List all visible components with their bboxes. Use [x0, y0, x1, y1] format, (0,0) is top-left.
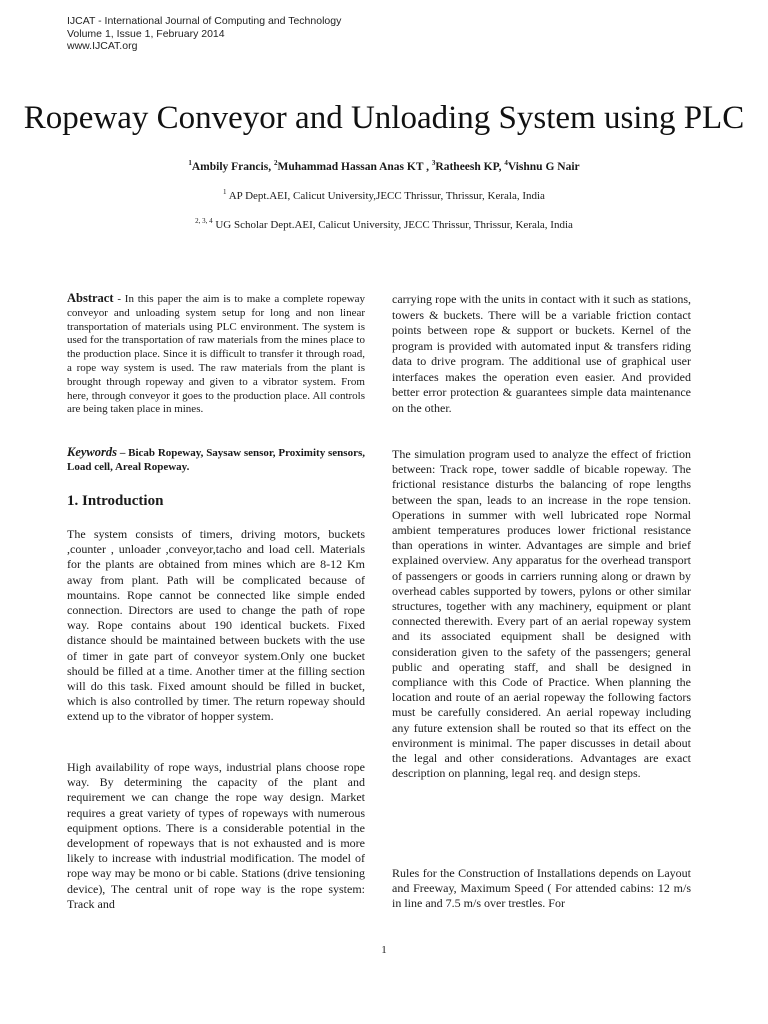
journal-header	[67, 15, 341, 53]
right-paragraph-3-text: Rules for the Construction of Installations depends on Layout and Freeway, Maximum Speed ( For attended cabins: 12 m/s in line and 7.5 m/s over trestles. For	[392, 866, 691, 911]
affiliation-1-marker: 1	[223, 188, 227, 196]
keywords-label: Keywords	[67, 445, 117, 459]
abstract	[67, 292, 365, 417]
author-2: Muhammad Hassan Anas KT ,	[277, 161, 432, 173]
intro-paragraph-1-text: The system consists of timers, driving motors, buckets ,counter , unloader ,conveyor,tacho and load cell. Materials for the plants are obtained from mines which are 8-12 Km away from plant. Path will be complicated because of mountains. Rope cannot be connected like simple ended connection. Directors are used to change the path of rope way. Rope contains about 190 identical buckets. Fixed distance should be maintained between buckets with the use of timer in gate part of conveyor system.Only one bucket should be filled at a time. Another timer at the filling section will do this task. Fixed amount should be filled in bucket, which is also controlled by timer. The return ropeway should extend up to the vibrator of hopper system.	[67, 527, 365, 724]
affiliation-1	[0, 190, 768, 202]
author-2-marker: 2	[273, 159, 278, 167]
journal-website: www.IJCAT.org	[67, 40, 138, 52]
intro-paragraph-2	[67, 760, 365, 912]
journal-volume: Volume 1, Issue 1, February 2014	[67, 27, 225, 40]
affiliation-1-text: AP Dept.AEI, Calicut University,JECC Thrissur, Thrissur, Kerala, India	[226, 190, 545, 202]
affiliation-2-marker: 2, 3, 4	[195, 217, 213, 225]
author-3: Ratheesh KP,	[435, 161, 505, 173]
right-paragraph-1	[392, 292, 691, 416]
author-list	[0, 161, 768, 173]
affiliation-2-text: UG Scholar Dept.AEI, Calicut University, JECC Thrissur, Thrissur, Kerala, India	[212, 219, 573, 231]
keywords-text: – Bicab Ropeway, Saysaw sensor, Proximity sensors, Load cell, Areal Ropeway.	[67, 447, 365, 473]
abstract-text: - In this paper the aim is to make a complete ropeway conveyor and unloading system setup for long and non linear transportation of materials using PLC environment. The system is used for the transportation of raw materials from the mines place to the production place. Since it is difficult to transfer it through road, a rope way system is used. The raw materials from the plant is brought through ropeway and given to a vibrator system. From here, through conveyor it goes to the production place. All controls are being taken place in mines.	[67, 293, 365, 416]
section-heading-introduction: 1. Introduction	[67, 493, 164, 509]
author-1: Ambily Francis,	[191, 161, 274, 173]
author-1-marker: 1	[188, 159, 192, 167]
intro-paragraph-2-text: High availability of rope ways, industrial plans choose rope way. By determining the capacity of the plant and requirement we can change the rope way design. Market requires a great variety of types of ropeways with numerous equipment options. There is a considerable potential in the development of ropeways that is not exhausted and is more likely to increase with industrial modification. The model of rope way may be mono or bi cable. Stations (drive tensioning device), The central unit of rope way is the rope system: Track and	[67, 760, 365, 911]
author-4: Vishnu G Nair	[507, 161, 580, 173]
keywords	[67, 446, 365, 474]
intro-paragraph-1	[67, 527, 365, 725]
right-paragraph-1-text: carrying rope with the units in contact with it such as stations, towers & buckets. There will be a variable friction contact points between rope & support or buckets. Kernel of the program is provided with automated input & transfers riding data to drive program. The additional use of graphical user interfaces makes the operation even easier. And provided better error protection & guarantees simple data maintenance on the other.	[392, 292, 691, 415]
journal-name: IJCAT - International Journal of Computing and Technology	[67, 15, 342, 27]
author-3-marker: 3	[431, 159, 436, 167]
page-number: 1	[381, 944, 387, 956]
abstract-label: Abstract	[67, 291, 114, 305]
right-paragraph-3	[392, 866, 691, 912]
right-paragraph-2	[392, 447, 691, 781]
affiliation-2	[0, 219, 768, 231]
right-paragraph-2-text: The simulation program used to analyze the effect of friction between: Track rope, tower saddle of bicable ropeway. The frictional resistance disturbs the balancing of rope lengths between the span, leads to an increase in the rope tension. Operations in summer with well lubricated rope Normal ambient temperatures produces lower frictional resistance than operations in winter. Advantages are simple and brief explained overview. Any apparatus for the overhead transport of passengers or goods in carriers running along or drawn by overhead cables supported by towers, pylons or other similar structures, together with any machinery, equipment or plant connected therewith. Every part of an aerial ropeway system and its associated equipment shall be designed with consideration given to the safety of the passengers; general public and operating staff, and shall be designed in compliance with this Code of Practice. When planning the location and route of an aerial ropeway the following factors must be carefully considered. An aerial ropeway including any future extension shall be routed so that its effect on the environment is minimal. The paper discusses in detail about the legal and other considerations. Advantages are exact description on planning, legal req. and design steps.	[392, 447, 691, 781]
author-4-marker: 4	[504, 159, 508, 167]
paper-title: Ropeway Conveyor and Unloading System using PLC	[23, 100, 745, 136]
